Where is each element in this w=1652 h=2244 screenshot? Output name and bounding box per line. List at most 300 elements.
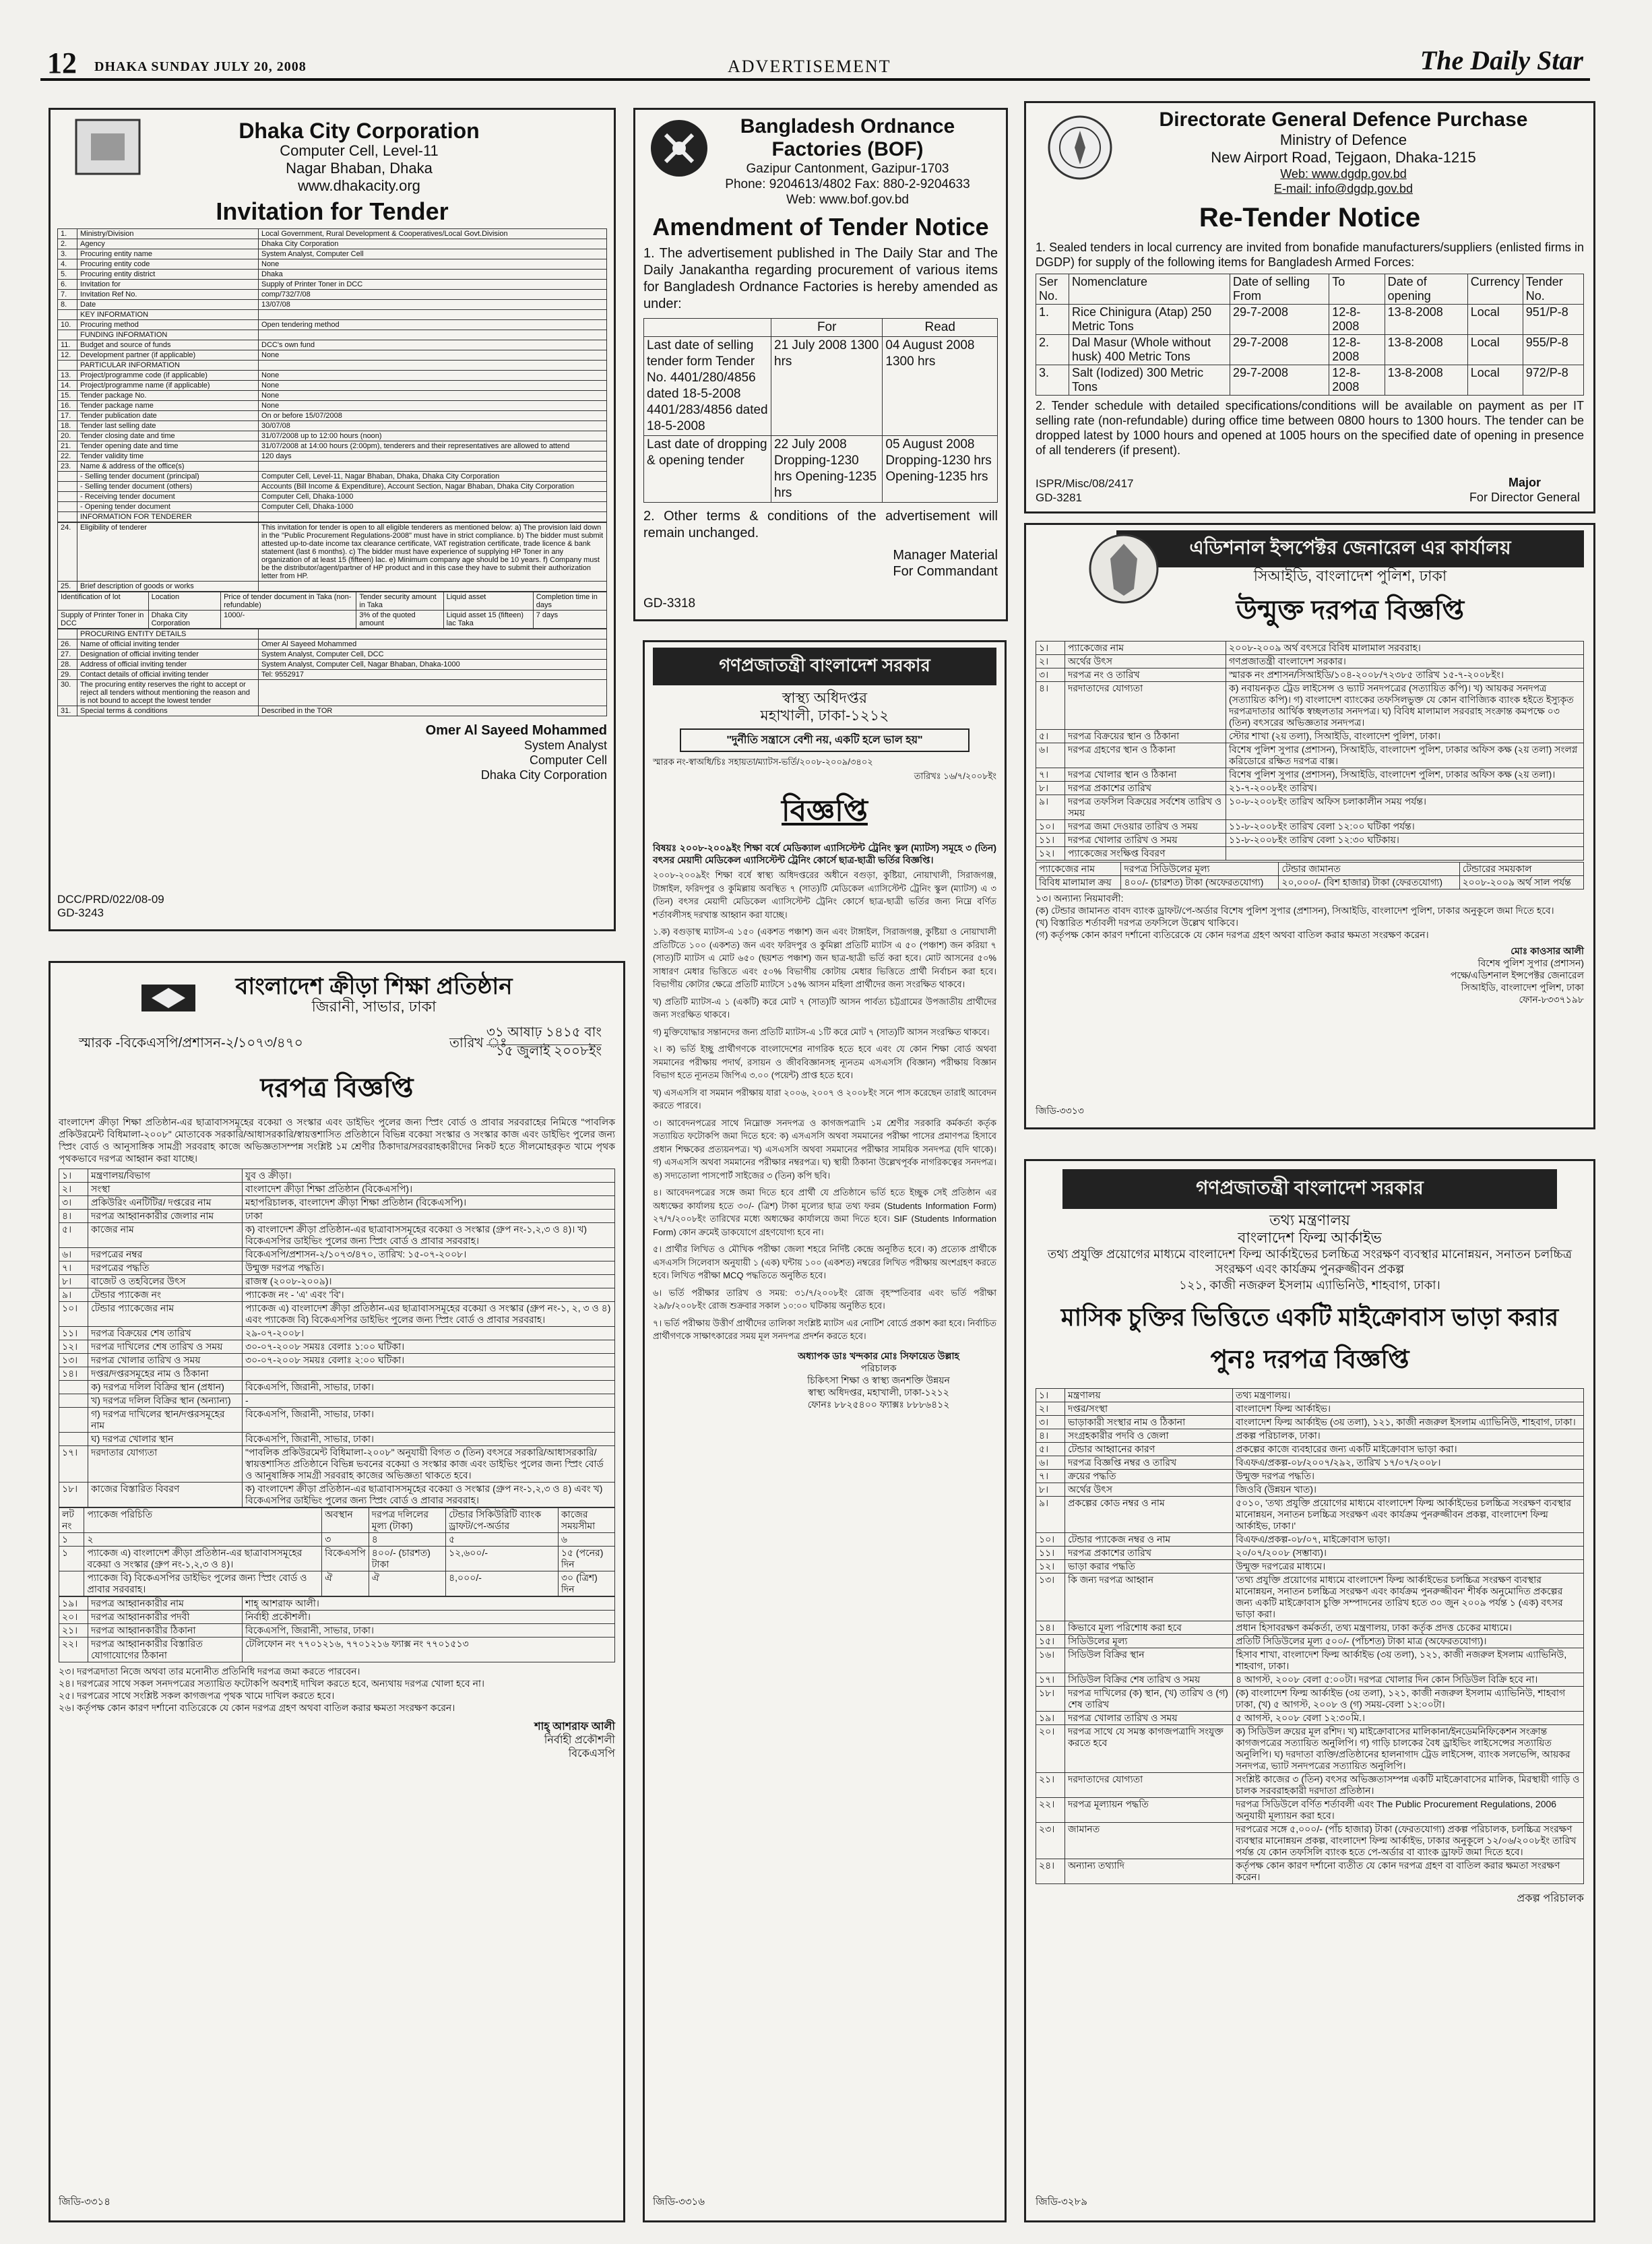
health-date: তারিখঃ ১৬/৭/২০০৮ইং xyxy=(914,771,996,781)
table-row xyxy=(59,1223,615,1248)
table-cell: FUNDING INFORMATION xyxy=(77,330,259,340)
film-project: তথ্য প্রযুক্তি প্রয়োগের মাধ্যমে বাংলাদেশ ফিল্ম আর্কাইভের চলচ্চিত্র সংরক্ষণ ব্যবস্থার মানোন্নয়ন, সনাতন চলচ্চিত্র সংরক্ষণ এবং কার্যক্রম পুনরুজ্জীবন প্রকল্প xyxy=(1047,1247,1572,1276)
table-cell: Procuring entity district xyxy=(77,270,259,280)
table-cell: দরপত্র খোলার তারিখ ও সময় xyxy=(1065,1712,1233,1725)
cid-title: উন্মুক্ত দরপত্র বিজ্ঞপ্তি xyxy=(1236,596,1465,625)
table-cell: 2. xyxy=(1036,335,1069,365)
table-row xyxy=(1036,1712,1584,1725)
table-cell xyxy=(58,629,77,640)
dgdp-sig-1: Major xyxy=(1508,476,1541,489)
table-cell: 13-8-2008 xyxy=(1385,365,1467,396)
table-row xyxy=(58,239,607,249)
table-row xyxy=(1036,1497,1584,1533)
health-memo: স্মারক নং-স্বাঅধি/চিঃ সহায়তা/ম্যাটস-ভর্তি/২০০৮-২০০৯/৩৪০২ xyxy=(653,757,873,767)
table-row xyxy=(1036,1673,1584,1687)
table-row xyxy=(1036,782,1584,795)
table-cell: 23. xyxy=(58,462,77,472)
table-cell: Tender opening date and time xyxy=(77,441,259,451)
table-cell: দরপত্র সাথে যে সমস্ত কাগজপত্রাদি সংযুক্ত করতে হবে xyxy=(1065,1725,1233,1773)
table-cell xyxy=(259,680,607,706)
table-cell: দরদাতাদের যোগ্যতা xyxy=(1065,682,1226,730)
table-cell: None xyxy=(259,381,607,391)
bof-col-read: Read xyxy=(883,319,998,337)
table-cell: Date xyxy=(77,300,259,310)
bof-ref: GD-3318 xyxy=(643,596,696,611)
dgdp-item-row xyxy=(1036,365,1584,396)
table-cell: ১২,৬০০/- xyxy=(446,1547,559,1571)
table-cell: শাহ্ আশরাফ আলী। xyxy=(243,1597,615,1611)
bof-addr-1: Gazipur Cantonment, Gazipur-1703 xyxy=(746,162,949,176)
table-cell: - Receiving tender document xyxy=(77,492,259,502)
table-cell: ক) নবায়নকৃত ট্রেড লাইসেন্স ও ভ্যাট সনদপত্রের (সত্যায়িত কপি)। খ) আয়কর সনদপত্র (সত্যায়িত কপি)। গ) বাংলাদেশ ব্যাংকের তফসিলভুক্ত যে কোন বাণিজ্যিক ব্যাংক হইতে ইস্যুকৃত দরপত্রদাতার আর্থিক স্বচ্ছলতার সনদপত্র। ঘ) বিবিধ মালামাল সরবরাহ সংক্রান্ত কমপক্ষে ০৩ (তিন) বৎসরের অভিজ্ঞতার সনদপত্র। xyxy=(1226,682,1584,730)
bksp-memo: স্মারক -বিকেএসপি/প্রশাসন-২/১০৭৩/৪৭০ xyxy=(79,1036,303,1051)
table-cell: ২২। xyxy=(59,1638,88,1662)
table-cell: ৪ xyxy=(369,1533,445,1547)
table-cell: Tender last selling date xyxy=(77,421,259,431)
table-row xyxy=(59,1367,615,1381)
table-cell: বিশেষ পুলিশ সুপার (প্রশাসন), সিআইডি, বাংলাদেশ পুলিশ, ঢাকার অফিস কক্ষ (২য় তলা) সংলগ্ন করিডোরে রক্ষিত দরপত্র বাক্স। xyxy=(1226,743,1584,768)
table-cell: ১২। xyxy=(1036,1560,1065,1573)
table-cell: ১০। xyxy=(1036,820,1065,834)
dcc-org: Dhaka City Corporation xyxy=(239,119,480,143)
table-row xyxy=(58,300,607,310)
table-cell: ৭। xyxy=(1036,768,1065,782)
table-row xyxy=(1036,743,1584,768)
pkg-head-1: প্যাকেজের নাম xyxy=(1036,863,1121,876)
table-row xyxy=(58,361,607,371)
table-row xyxy=(1036,834,1584,847)
table-cell: Tender closing date and time xyxy=(77,431,259,441)
dcc-ref: DCC/PRD/022/08-09 xyxy=(57,893,164,906)
table-cell: Procuring entity name xyxy=(77,249,259,259)
table-cell: Tel: 9552917 xyxy=(259,670,607,680)
table-cell: ৬। xyxy=(59,1248,88,1261)
table-row xyxy=(1036,1687,1584,1712)
health-dept: স্বাস্থ্য অধিদপ্তর xyxy=(782,689,868,706)
table-cell: 1. xyxy=(58,229,77,239)
table-row xyxy=(59,1446,615,1483)
health-title: বিজ্ঞপ্তি xyxy=(782,794,868,828)
table-cell: Invitation for xyxy=(77,280,259,290)
table-cell: ক) সিডিউল ক্রয়ের মূল রশিদ। খ) মাইক্রোবাসের মালিকানা/ইনডেমনিফিকেশন সংক্রান্ত কাগজপত্রের সত্যায়িত অনুলিপি। গ) গাড়ি চালকের বৈধ ড্রাইভিং লাইসেন্সের সত্যায়িত অনুলিপি। ঘ) দরদাতা ব্যক্তি/প্রতিষ্ঠানের হালনাগাদ ট্রেড লাইসেন্স, ব্যাংক সলভেন্সি, আয়কর সনদপত্র, ভ্যাট সনদপত্রের সত্যায়িত অনুলিপি। xyxy=(1233,1725,1584,1773)
table-cell: ক্রয়ের পদ্ধতি xyxy=(1065,1470,1233,1483)
table-cell: ২১। xyxy=(1036,1773,1065,1798)
health-admission-ad xyxy=(643,640,1007,2222)
table-cell xyxy=(243,1367,615,1381)
table-cell: দরপত্র বিজ্ঞপ্তি নম্বর ও তারিখ xyxy=(1065,1456,1233,1470)
table-cell: Date of selling From xyxy=(1230,274,1329,305)
table-cell: ৩। xyxy=(1036,1416,1065,1429)
table-row xyxy=(59,1248,615,1261)
table-row xyxy=(1036,1416,1584,1429)
table-row xyxy=(58,381,607,391)
table-row xyxy=(58,229,607,239)
film-title-2: পুনঃ দরপত্র বিজ্ঞপ্তি xyxy=(1210,1346,1409,1374)
table-row xyxy=(58,472,607,482)
table-cell: উন্মুক্ত দরপত্র পদ্ধতি। xyxy=(243,1261,615,1275)
table-cell: দরপত্র নং ও তারিখ xyxy=(1065,668,1226,682)
table-cell: দরপত্রের সঙ্গে ৫,০০০/- (পাঁচ হাজার) টাকা (ফেরতযোগ্য) প্রকল্প পরিচালক, চলচ্চিত্র সংরক্ষণ ব্যবস্থার মানোন্নয়ন প্রকল্প, বাংলাদেশ ফিল্ম আর্কাইভ, ঢাকার অনুকূলে ১২/০৬/২০০৮ইং তারিখ পর্যন্ত যে কোন তফসিলি ব্যাংক হতে পে-অর্ডার বা ব্যাংক ড্রাফট জমা দিতে হবে। xyxy=(1233,1823,1584,1859)
goods-head-row xyxy=(58,592,607,611)
table-cell: Local xyxy=(1467,305,1523,335)
table-cell: Name & address of the office(s) xyxy=(77,462,259,472)
cid-tender-ad xyxy=(1024,523,1595,1129)
table-cell: সংস্থা xyxy=(88,1183,243,1196)
table-cell: 3. xyxy=(1036,365,1069,396)
table-cell: দরপত্র খোলার তারিখ ও সময় xyxy=(88,1354,243,1367)
table-cell xyxy=(58,361,77,371)
table-cell: প্রকল্প পরিচালক, ঢাকা। xyxy=(1233,1429,1584,1443)
table-cell: 30. xyxy=(58,680,77,706)
health-subject: বিষয়ঃ ২০০৮-২০০৯ইং শিক্ষা বর্ষে মেডিক্যাল এ্যাসিস্টেন্ট ট্রেনিং স্কুল (ম্যাটস) সমূহে ৩ (তিন) বৎসর মেয়াদী মেডিকেল এ্যাসিস্টেন্ট ট্রেনিং কোর্সে ছাত্র-ছাত্রী ভর্তির বিজ্ঞপ্তি। xyxy=(653,842,996,865)
table-cell: ২। xyxy=(59,1183,88,1196)
table-row xyxy=(58,391,607,401)
table-cell: ১৫ (পনের) দিন xyxy=(558,1547,614,1571)
table-cell: 12-8-2008 xyxy=(1329,335,1385,365)
table-row xyxy=(59,1433,615,1446)
table-cell: টেন্ডার প্যাকেজ নং xyxy=(88,1288,243,1302)
table-cell: দরদাতার যোগ্যতা xyxy=(88,1446,243,1483)
table-cell: 5. xyxy=(58,270,77,280)
table-cell: দরপত্র দাখিলের (ক) স্থান, (খ) তারিখ ও (গ) শেষ তারিখ xyxy=(1065,1687,1233,1712)
table-cell: প্যাকেজের সংক্ষিপ্ত বিবরণ xyxy=(1065,847,1226,861)
page-header xyxy=(40,40,1590,81)
table-cell: 31/07/2008 at 14:00 hours (2:00pm), tenderers and their representatives are allowed to attend xyxy=(259,441,607,451)
table-cell: 31/07/2008 up to 12:00 hours (noon) xyxy=(259,431,607,441)
dcc-sig-2: System Analyst xyxy=(523,739,607,752)
table-cell: PARTICULAR INFORMATION xyxy=(77,361,259,371)
table-cell: - Selling tender document (principal) xyxy=(77,472,259,482)
sig-line: চিকিৎসা শিক্ষা ও স্বাস্থ্য জনশক্তি উন্নয়ন xyxy=(807,1374,950,1385)
health-signature xyxy=(761,1350,996,1410)
table-row xyxy=(59,1611,615,1624)
table-cell: 4. xyxy=(58,259,77,270)
table-cell: 2. xyxy=(58,239,77,249)
table-row xyxy=(1036,1402,1584,1416)
table-cell: 15. xyxy=(58,391,77,401)
table-row xyxy=(59,1381,615,1394)
table-cell: দরপত্র আহ্বানকারীর ঠিকানা xyxy=(88,1624,243,1638)
page-number: 12 xyxy=(47,46,77,80)
table-cell: কাজের নাম xyxy=(88,1223,243,1248)
table-cell: প্যাকেজ বি) বিকেএসপির ডাইভিং পুলের জন্য স্প্রিং বোর্ড ও প্রাবার সরবরাহ। xyxy=(84,1571,322,1596)
table-cell: ক) বাংলাদেশ ক্রীড়া প্রতিষ্ঠান-এর ছাত্রাবাসসমূহের বকেয়া ও সংস্কার (গ্রুপ নং-১,২,৩ ও ৪)। খ) বিকেএসপির ডাইভিং পুলের জন্য স্প্রিং বোর্ড ও প্রাবার সরবরাহ। xyxy=(243,1223,615,1248)
table-row xyxy=(1036,820,1584,834)
table-cell: KEY INFORMATION xyxy=(77,310,259,320)
table-cell: কিভাবে মূল্য পরিশোধ করা হবে xyxy=(1065,1621,1233,1635)
table-cell: Location xyxy=(148,592,221,611)
dcc-title: Invitation for Tender xyxy=(216,197,449,225)
table-cell: দরপত্র দাখিলের শেষ তারিখ ও সময় xyxy=(88,1340,243,1354)
table-cell: 29-7-2008 xyxy=(1230,305,1329,335)
police-crest-icon xyxy=(1087,532,1161,609)
table-cell: 13/07/08 xyxy=(259,300,607,310)
table-cell: বিশেষ পুলিশ সুপার (প্রশাসন), সিআইডি, বাংলাদেশ পুলিশ, ঢাকার অফিস কক্ষ (২য় তলা)। xyxy=(1226,768,1584,782)
sig-line: পরিচালক xyxy=(860,1362,897,1373)
table-row xyxy=(59,1169,615,1183)
table-cell: টেলিফোন নং ৭৭০১২১৬, ৭৭০১২১৬ ফ্যাক্স নং ৭৭০১৫১৩ xyxy=(243,1638,615,1662)
lot-row xyxy=(59,1571,615,1596)
lot-head-row xyxy=(59,1508,615,1533)
paragraph: ৩। আবেদনপত্রের সাথে নিম্নোক্ত সনদপত্র ও কাগজপত্রাদি ১ম শ্রেণীর সরকারি কর্মকর্তা কর্তৃক সত্যায়িত ফটোকপি জমা দিতে হবে: ক) এসএসসি অথবা সমমানের পরীক্ষা পাসের প্রমাণপত্র হিসাবে প্রধান শিক্ষকের প্রত্যয়নপত্র। খ) এসএসসি অথবা সমমানের পরীক্ষার সাময়িক সনদপত্র (যদি থাকে)। গ) এসএসসি অথবা সমমানের পরীক্ষার নম্বরপত্র। ঘ) স্থায়ী ঠিকানা উল্লেখপূর্বক নাগরিকত্বের সনদপত্র। ঙ) সদ্যতোলা পাসপোর্ট সাইজের ৩ (তিন) কপি ছবি। xyxy=(653,1117,996,1181)
dateline: DHAKA SUNDAY JULY 20, 2008 xyxy=(94,59,307,74)
table-cell: 17. xyxy=(58,411,77,421)
note-line: ২৬। কর্তৃপক্ষ কোন কারণ দর্শানো ব্যতিরেকে যে কোন দরপত্র গ্রহণ অথবা বাতিল করার ক্ষমতা সংরক্ষণ করেন। xyxy=(59,1702,455,1713)
bof-r2-label: Last date of dropping & opening tender xyxy=(644,436,771,503)
table-cell: 11. xyxy=(58,340,77,350)
table-cell: ৫ xyxy=(446,1533,559,1547)
table-cell: System Analyst, Computer Cell, Nagar Bhaban, Dhaka-1000 xyxy=(259,660,607,670)
table-cell: None xyxy=(259,371,607,381)
table-cell: Open tendering method xyxy=(259,320,607,330)
table-cell: ৫। xyxy=(1036,1443,1065,1456)
film-gov: গণপ্রজাতন্ত্রী বাংলাদেশ সরকার xyxy=(1062,1169,1557,1209)
table-cell: দরপত্র সিডিউলে বর্ণিত শর্তাবলী এবং The Public Procurement Regulations, 2006 অনুযায়ী মূল্যায়ন করা হবে। xyxy=(1233,1798,1584,1823)
film-signature: প্রকল্প পরিচালক xyxy=(1517,1893,1584,1904)
table-cell: ৮। xyxy=(59,1275,88,1288)
table-cell: 3. xyxy=(58,249,77,259)
table-cell: Described in the TOR xyxy=(259,706,607,716)
table-cell: Tender security amount in Taka xyxy=(356,592,443,611)
dgdp-web: Web: www.dgdp.gov.bd xyxy=(1280,167,1407,181)
table-cell: বিকেএসপি, জিরানী, সাভার, ঢাকা। xyxy=(243,1381,615,1394)
table-row xyxy=(58,330,607,340)
table-cell: ঘ) দরপত্র খোলার স্থান xyxy=(88,1433,243,1446)
table-cell: ভাড়াকারী সংস্থার নাম ও ঠিকানা xyxy=(1065,1416,1233,1429)
table-cell xyxy=(58,512,77,522)
table-row xyxy=(59,1624,615,1638)
table-cell: ৪। xyxy=(1036,1429,1065,1443)
dgdp-crest-icon xyxy=(1046,114,1114,185)
table-cell: মহাপরিচালক, বাংলাদেশ ক্রীড়া শিক্ষা প্রতিষ্ঠান (বিকেএসপি)। xyxy=(243,1196,615,1210)
table-cell: ২৩। xyxy=(1036,1823,1065,1859)
table-cell: 7 days xyxy=(533,611,606,629)
bof-crest-icon xyxy=(649,118,709,182)
bof-addr-2: Phone: 9204613/4802 Fax: 880-2-9204633 xyxy=(725,177,970,191)
table-cell: Tender validity time xyxy=(77,451,259,462)
table-row xyxy=(58,512,607,522)
pkg-head-3: টেন্ডার জামানত xyxy=(1279,863,1459,876)
dgdp-sig-2: For Director General xyxy=(1469,491,1580,504)
table-cell: ঐ xyxy=(369,1571,445,1596)
table-cell: ১ xyxy=(59,1533,84,1547)
rule-line: (ক) টেন্ডার জামানত বাবদ ব্যাংক ড্রাফট/পে-অর্ডার বিশেষ পুলিশ সুপার (প্রশাসন), সিআইডি, বাংলাদেশ পুলিশ, ঢাকার অনুকূলে জমা দিতে হবে। xyxy=(1036,905,1554,916)
bof-title: Amendment of Tender Notice xyxy=(652,213,989,241)
table-cell: প্রকল্পের কাজে ব্যবহারের জন্য একটি মাইক্রোবাস ভাড়া করা। xyxy=(1233,1443,1584,1456)
table-cell: প্রধান হিসাবরক্ষণ কর্মকর্তা, তথ্য মন্ত্রণালয়, ঢাকা কর্তৃক প্রদত্ত চেকের মাধ্যমে। xyxy=(1233,1621,1584,1635)
table-cell xyxy=(58,472,77,482)
paragraph: ৪। আবেদনপত্রের সঙ্গে জমা দিতে হবে প্রার্থী যে প্রতিষ্ঠানে ভর্তি হতে ইচ্ছুক সেই প্রতিষ্ঠান এর অধ্যক্ষের কার্যালয় হতে ৩০/- (ত্রিশ) টাকা মূল্যের ছাত্র তথ্য ফরম (Students Information Form) ২৭/৭/২০০৮ইং তারিখের মধ্যে অধ্যক্ষের কার্যালয়ে জমা দিতে হবে। SIF (Students Information Form) কোন ক্রমেই ডাকযোগে গ্রহণযোগ্য হবে না। xyxy=(653,1187,996,1237)
table-cell xyxy=(259,310,607,320)
table-cell: ১২। xyxy=(59,1340,88,1354)
table-row xyxy=(58,451,607,462)
dcc-signatory: Omer Al Sayeed Mohammed xyxy=(425,723,607,738)
table-cell: ৪। xyxy=(59,1210,88,1223)
table-cell: ১৮। xyxy=(59,1483,88,1507)
table-cell: ১০-৮-২০০৮ইং তারিখ অফিস চলাকালীন সময় পর্যন্ত। xyxy=(1226,795,1584,820)
section-title: ADVERTISEMENT xyxy=(728,57,891,76)
bof-r1-read: 04 August 2008 1300 hrs xyxy=(883,337,998,436)
table-cell: দপ্তর/দপ্তরসমূহের নাম ও ঠিকানা xyxy=(88,1367,243,1381)
table-cell: ১৯। xyxy=(1036,1712,1065,1725)
table-row xyxy=(1036,768,1584,782)
table-row xyxy=(1036,795,1584,820)
table-cell xyxy=(58,492,77,502)
table-cell: ৬। xyxy=(1036,1456,1065,1470)
table-cell: 29-7-2008 xyxy=(1230,335,1329,365)
dcc-tender-ad xyxy=(49,108,616,931)
table-cell: অর্থের উৎস xyxy=(1065,655,1226,668)
table-cell: দরপত্র আহ্বানকারীর পদবী xyxy=(88,1611,243,1624)
table-cell: ৮। xyxy=(1036,1483,1065,1497)
table-cell: Procuring entity code xyxy=(77,259,259,270)
table-cell: ৯। xyxy=(1036,795,1065,820)
table-cell: ১০। xyxy=(1036,1533,1065,1547)
table-row xyxy=(58,660,607,670)
table-row xyxy=(1036,1456,1584,1470)
dcc-entity-table xyxy=(57,629,607,716)
bof-r2-read: 05 August 2008 Dropping-1230 hrs Opening-1235 hrs xyxy=(883,436,998,503)
table-cell: 6. xyxy=(58,280,77,290)
masthead-logo: The Daily Star xyxy=(1420,45,1583,75)
cid-org: এডিশনাল ইন্সপেক্টর জেনারেল এর কার্যালয় xyxy=(1116,530,1584,567)
table-cell: দরপত্র আহ্বানকারীর নাম xyxy=(88,1597,243,1611)
film-addr: ১২১, কাজী নজরুল ইসলাম এ্যাভিনিউ, শাহবাগ, ঢাকা। xyxy=(1179,1278,1440,1292)
table-row xyxy=(1036,1859,1584,1884)
table-cell: 21. xyxy=(58,441,77,451)
paragraph: ৫। প্রার্থীর লিখিত ও মৌখিক পরীক্ষা জেলা শহরে নির্দিষ্ট কেন্দ্রে অনুষ্ঠিত হবে। ক) প্রত্যেক প্রার্থীকে এসএসসি সিলেবাস অনুযায়ী ১ (এক) ঘন্টায় ১০০ (একশত) নম্বরের লিখিত পরীক্ষায় অংশগ্রহণ করতে হবে। লিখিত পরীক্ষা MCQ পদ্ধতিতে অনুষ্ঠিত হবে। xyxy=(653,1244,996,1280)
table-cell: INFORMATION FOR TENDERER xyxy=(77,512,259,522)
table-cell xyxy=(58,310,77,320)
paragraph: ৭। ভর্তি পরীক্ষায় উত্তীর্ণ প্রার্থীদের তালিকা সংশ্লিষ্ট ম্যাটস এর নোটিশ বোর্ডে প্রকাশ করা হবে। নির্বাচিত প্রার্থীগণকে সাক্ষাৎকারের সময় মূল সনদপত্র প্রদর্শন করতে হবে। xyxy=(653,1317,996,1341)
table-cell: টেন্ডার প্যাকেজের নাম xyxy=(88,1302,243,1327)
table-cell: ৩ xyxy=(322,1533,369,1547)
table-cell: 10. xyxy=(58,320,77,330)
table-cell: Computer Cell, Dhaka-1000 xyxy=(259,492,607,502)
table-cell: Tender package name xyxy=(77,401,259,411)
table-cell: দরপত্রের পদ্ধতি xyxy=(88,1261,243,1275)
dgdp-addr: New Airport Road, Tejgaon, Dhaka-1215 xyxy=(1211,149,1476,166)
cid-info-table xyxy=(1036,641,1584,861)
bof-web: Web: www.bof.gov.bd xyxy=(786,193,909,207)
dcc-eligibility: 24. Eligibility of tenderer This invitation for tender is open to all eligible tenderers as mentioned below: a) The provision laid down in the "Public Procurement Regulations-2008" must have in strict compliance. b) The bidder must submit attested up-to-date income tax clearance certificate, VAT registration certificate, trade licence & bank statement (last 6 months). c) The bidder must have experience of supplying HP Toner in any organization of at least 15 (fifteen) lac. e) Minimum company age should be 10 years. f) Company must be the distributor/agent/partner of HP product and in this case they have to submit their authorization letter from HP. 25. Brief description of goods or works xyxy=(57,522,607,592)
table-cell: সংগ্রহকারীর পদবি ও জেলা xyxy=(1065,1429,1233,1443)
table-cell: ভাড়া করার পদ্ধতি xyxy=(1065,1560,1233,1573)
table-cell: কাজের সময়সীমা xyxy=(558,1508,614,1533)
dgdp-para-2: 2. Tender schedule with detailed specifications/conditions will be available on payment as per IT selling rate (non-refundable) during office time between 0800 hours to 1300 hours. The tender can be dropped latest by 1000 hours and opened at 1005 hours on the specified date of opening in presence of all tenderers (if present). xyxy=(1036,399,1584,457)
table-cell: সিডিউল বিক্রির শেষ তারিখ ও সময় xyxy=(1065,1673,1233,1687)
table-cell: Price of tender document in Taka (non-refundable) xyxy=(221,592,356,611)
table-cell: ক) বাংলাদেশ ক্রীড়া প্রতিষ্ঠান-এর ছাত্রাবাসসমূহের বকেয়া ও সংস্কার (গ্রুপ নং-১,২,৩ ও ৪) এবং খ) বিকেএসপির ডাইভিং পুলের জন্য স্প্রিং বোর্ড ও প্রাবার সরবরাহ। xyxy=(243,1483,615,1507)
table-cell: মন্ত্রণালয় xyxy=(1065,1389,1233,1402)
table-cell: Development partner (if applicable) xyxy=(77,350,259,361)
eligibility-text: This invitation for tender is open to all eligible tenderers as mentioned below: a) The provision laid down in the "Public Procurement Regulations-2008" must have in strict compliance. b) The bidder must submit attested up-to-date income tax clearance certificate, VAT registration certificate, trade licence & bank statement (last 6 months). c) The bidder must have experience of supplying HP Toner in any organization of at least 15 (fifteen) lac. e) Minimum company age should be 10 years. f) Company must be the distributor/agent/partner of HP product and in this case they have to submit their authorization letter from HP. xyxy=(259,523,607,582)
table-cell: To xyxy=(1329,274,1385,305)
table-cell: সংশ্লিষ্ট কাজের ৩ (তিন) বৎসর অভিজ্ঞতাসম্পন্ন একটি মাইক্রোবাসের মালিক, মিরস্থায়ী গাড়ি ও চালক সরবরাহকারী দরদাতা প্রতিষ্ঠান। xyxy=(1233,1773,1584,1798)
table-cell: বিএফএ/প্রকল্প-০৮/০৭, মাইক্রোবাস ভাড়া। xyxy=(1233,1533,1584,1547)
table-row xyxy=(58,629,607,640)
table-cell: Supply of Printer Toner in DCC xyxy=(259,280,607,290)
table-row xyxy=(59,1302,615,1327)
table-cell: টেন্ডার সিকিউরিটি ব্যাংক ড্রাফট/পে-অর্ডার xyxy=(446,1508,559,1533)
table-row xyxy=(1036,730,1584,743)
dgdp-ref-1: ISPR/Misc/08/2417 xyxy=(1036,477,1134,490)
table-cell: ১৫। xyxy=(1036,1635,1065,1648)
table-row xyxy=(58,492,607,502)
table-cell: 29. xyxy=(58,670,77,680)
dcc-addr-2: Nagar Bhaban, Dhaka xyxy=(286,160,433,177)
table-cell: ১১-৮-২০০৮ইং তারিখ বেলা ১২:৩০ ঘটিকায়। xyxy=(1226,834,1584,847)
bof-r1-for: 21 July 2008 1300 hrs xyxy=(771,337,883,436)
table-cell: Omer Al Sayeed Mohammed xyxy=(259,640,607,650)
table-cell: প্যাকেজ এ) বাংলাদেশ ক্রীড়া প্রতিষ্ঠান-এর ছাত্রাবাসসমূহের বকেয়া ও সংস্কার (গ্রুপ নং-১, ২, ৩ ও ৪) এবং প্যাকেজ বি) বিকেএসপির ডাইভিং পুলের জন্য স্প্রিং বোর্ড ও প্রাবার সরবরাহ। xyxy=(243,1302,615,1327)
paragraph: খ) এসএসসি বা সমমান পরীক্ষায় যারা ২০০৬, ২০০৭ ও ২০০৮ইং সনে পাস করেছেন তারাই আবেদন করতে পারবে। xyxy=(653,1087,996,1111)
table-row xyxy=(1036,1798,1584,1823)
table-cell xyxy=(58,502,77,512)
rule-line: (গ) কর্তৃপক্ষ কোন কারণ দর্শানো ব্যতিরেকে যে কোন দরপত্র গ্রহণ অথবা বাতিল করার ক্ষমতা সংরক্ষণ করেন। xyxy=(1036,929,1429,940)
health-addr: মহাখালী, ঢাকা-১২১২ xyxy=(760,707,889,724)
table-cell: হিসাব শাখা, বাংলাদেশ ফিল্ম আর্কাইভ (৩য় তলা), ১২১, কাজী নজরুল ইসলাম এ্যাভিনিউ, শাহবাগ, ঢাকা। xyxy=(1233,1648,1584,1673)
table-cell: 12-8-2008 xyxy=(1329,365,1385,396)
table-cell: Dhaka xyxy=(259,270,607,280)
table-row xyxy=(1036,655,1584,668)
dgdp-org: Directorate General Defence Purchase xyxy=(1159,108,1528,131)
table-cell: দরদাতাদের যোগ্যতা xyxy=(1065,1773,1233,1798)
table-cell: দরপত্র দলিলের মূল্য (টাকা) xyxy=(369,1508,445,1533)
sig-line: স্বাস্থ্য অধিদপ্তর, মহাখালী, ঢাকা-১২১২ xyxy=(808,1386,949,1398)
table-cell: System Analyst, Computer Cell, DCC xyxy=(259,650,607,660)
table-row xyxy=(59,1408,615,1433)
goods-label: Brief description of goods or works xyxy=(77,582,259,592)
film-title-1: মাসিক চুক্তির ভিত্তিতে একটি মাইক্রোবাস ভাড়া করার xyxy=(1060,1303,1559,1331)
table-cell: দরপত্রের নম্বর xyxy=(88,1248,243,1261)
table-cell: ১৮। xyxy=(1036,1687,1065,1712)
table-cell: বাংলাদেশ ফিল্ম আর্কাইভ (৩য় তলা), ১২১, কাজী নজরুল ইসলাম এ্যাভিনিউ, শাহবাগ, ঢাকা। xyxy=(1233,1416,1584,1429)
bof-sig-2: For Commandant xyxy=(893,564,998,579)
table-cell: প্যাকেজ পরিচিতি xyxy=(84,1508,322,1533)
table-cell: PROCURING ENTITY DETAILS xyxy=(77,629,259,640)
table-cell: None xyxy=(259,401,607,411)
health-body xyxy=(653,869,996,1343)
table-cell: ৩। xyxy=(59,1196,88,1210)
table-cell: 22. xyxy=(58,451,77,462)
sig-line: শাহ্ আশরাফ আলী xyxy=(534,1721,615,1733)
bof-amend-table xyxy=(643,318,998,503)
table-row xyxy=(1036,1725,1584,1773)
table-row xyxy=(59,1261,615,1275)
table-cell: - Selling tender document (others) xyxy=(77,482,259,492)
table-row xyxy=(59,1210,615,1223)
table-row xyxy=(1036,1648,1584,1673)
table-row xyxy=(59,1597,615,1611)
table-cell: Designation of official inviting tender xyxy=(77,650,259,660)
table-cell: ৩০ (ত্রিশ) দিন xyxy=(558,1571,614,1596)
table-cell: ৪ আগস্ট, ২০০৮ বেলা ৫:০০টা। দরপত্র খোলার দিন কোন সিডিউল বিক্রি হবে না। xyxy=(1233,1673,1584,1687)
table-cell: কি জন্য দরপত্র আহ্বান xyxy=(1065,1573,1233,1621)
bksp-notes xyxy=(59,1665,615,1714)
table-cell: ২২। xyxy=(1036,1798,1065,1823)
table-row xyxy=(58,650,607,660)
table-cell: 13-8-2008 xyxy=(1385,335,1467,365)
table-cell: DCC's own fund xyxy=(259,340,607,350)
table-row xyxy=(58,502,607,512)
table-cell: দরপত্র প্রকাশের তারিখ xyxy=(1065,1547,1233,1560)
table-cell: 14. xyxy=(58,381,77,391)
table-row xyxy=(58,401,607,411)
table-cell: ৫ আগস্ট, ২০০৮ বেলা ১২:৩০মি.। xyxy=(1233,1712,1584,1725)
cid-rules xyxy=(1036,892,1584,941)
table-row xyxy=(58,670,607,680)
